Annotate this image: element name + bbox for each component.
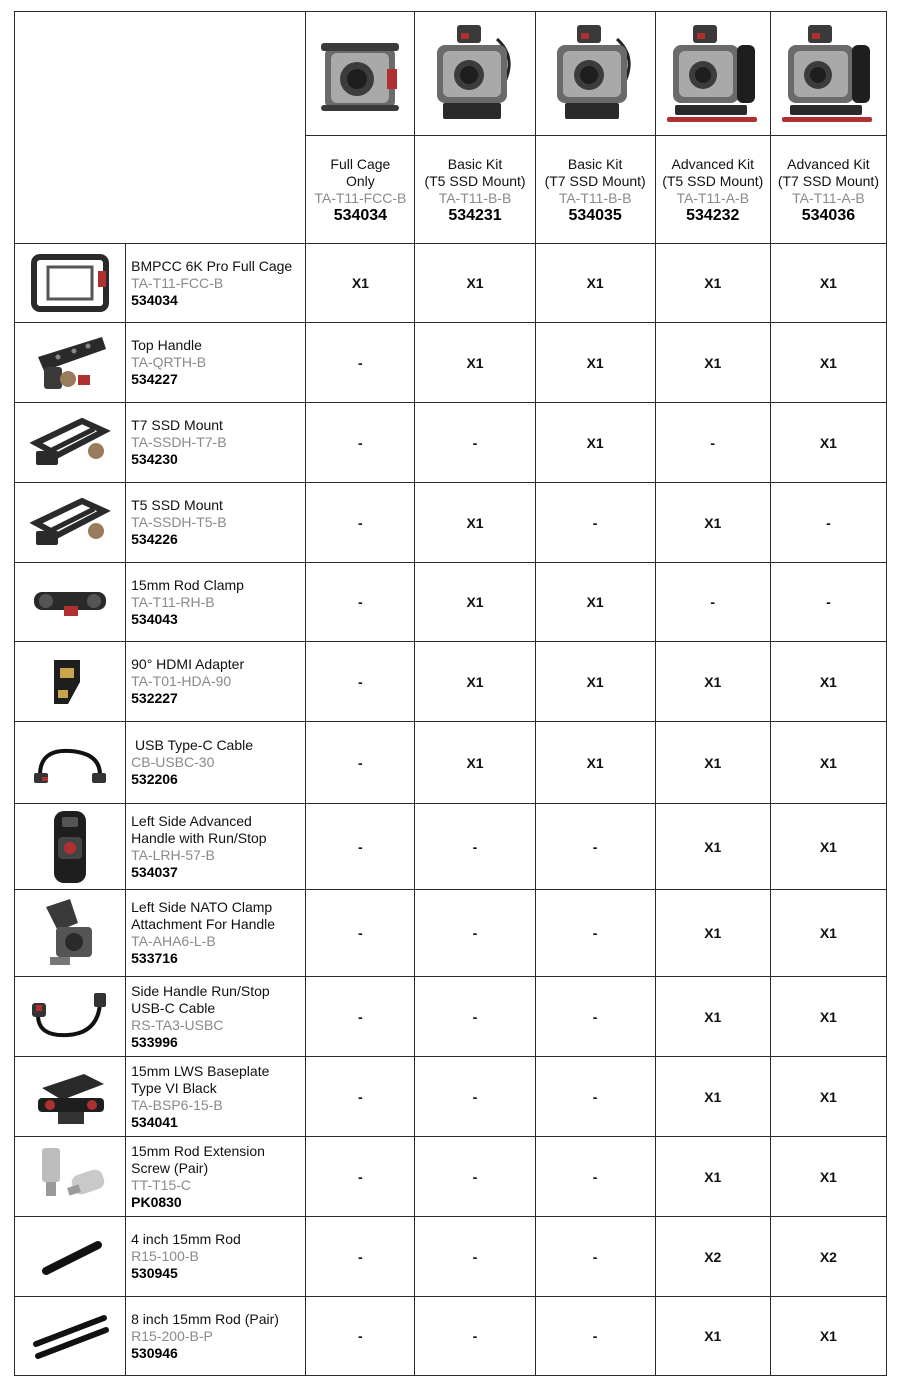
table-row [15, 804, 887, 890]
part-code: TA-AHA6-L-B [131, 933, 216, 949]
part-image-cell [15, 403, 126, 483]
kit-name-line2: (T5 SSD Mount) [424, 172, 526, 189]
table-row [15, 977, 887, 1057]
quantity-cell: - [415, 1057, 535, 1137]
kit-header [306, 136, 415, 244]
quantity-cell: - [415, 890, 535, 977]
part-description-cell [126, 804, 306, 890]
part-code: TA-SSDH-T7-B [131, 434, 227, 450]
part-code: TA-T01-HDA-90 [131, 673, 232, 689]
part-image-cell [15, 642, 126, 722]
rod-icon [15, 1225, 125, 1289]
quantity-cell: X1 [655, 1137, 770, 1217]
quantity-cell: X1 [535, 244, 655, 323]
table-row [15, 1297, 887, 1376]
kit-name-line1: Full Cage [330, 155, 391, 172]
kit-name-line1: Advanced Kit [787, 155, 870, 172]
part-code: TA-T11-FCC-B [131, 274, 224, 291]
part-image-cell [15, 483, 126, 563]
table-row [15, 1217, 887, 1297]
part-name: Left Side Advanced [131, 812, 252, 829]
quantity-cell: - [535, 1057, 655, 1137]
quantity-cell: X1 [655, 890, 770, 977]
quantity-cell: X1 [655, 977, 770, 1057]
cage-icon [15, 251, 125, 315]
quantity-cell: X1 [415, 642, 535, 722]
usb-cable-icon [15, 731, 125, 795]
rod-screw-icon [15, 1142, 125, 1212]
part-image-cell [15, 244, 126, 323]
part-number: 534034 [131, 291, 178, 308]
quantity-cell: - [306, 1217, 415, 1297]
quantity-cell: X1 [535, 722, 655, 804]
ssd-mount-icon [15, 411, 125, 475]
kit-header [415, 136, 535, 244]
part-description-cell [126, 244, 306, 323]
kit-code: TA-T11-A-B [792, 189, 865, 206]
quantity-cell: - [306, 890, 415, 977]
nato-clamp-icon [15, 893, 125, 973]
header-corner-cell [15, 12, 306, 244]
part-name: 8 inch 15mm Rod (Pair) [131, 1310, 279, 1327]
quantity-cell: X1 [415, 483, 535, 563]
kit-code: TA-T11-B-B [558, 189, 632, 206]
kit-header [655, 136, 770, 244]
part-name: 15mm LWS Baseplate [131, 1062, 270, 1079]
quantity-cell: - [415, 804, 535, 890]
kit-code: TA-T11-FCC-B [314, 189, 407, 206]
part-image-cell [15, 1137, 126, 1217]
quantity-cell: - [770, 483, 886, 563]
quantity-cell: X2 [655, 1217, 770, 1297]
quantity-cell: - [535, 977, 655, 1057]
part-image-cell [15, 890, 126, 977]
table-row [15, 244, 887, 323]
kit-code: TA-T11-B-B [438, 189, 512, 206]
quantity-cell: X1 [770, 1057, 886, 1137]
quantity-cell: - [770, 563, 886, 642]
camera-kit-icon [547, 19, 643, 129]
kit-header [770, 136, 886, 244]
table-row [15, 642, 887, 722]
quantity-cell: - [415, 1217, 535, 1297]
quantity-cell: X1 [535, 403, 655, 483]
part-image-cell [15, 1217, 126, 1297]
part-name: 90° HDMI Adapter [131, 656, 245, 672]
part-number: 532227 [131, 690, 178, 706]
part-code: TA-T11-RH-B [131, 593, 215, 610]
quantity-cell: X1 [415, 323, 535, 403]
table-row [15, 1057, 887, 1137]
table-row [15, 890, 887, 977]
kit-name-line1: Basic Kit [567, 155, 623, 172]
part-code: TA-QRTH-B [131, 354, 207, 370]
quantity-cell: - [306, 1137, 415, 1217]
part-code: TA-SSDH-T5-B [131, 514, 227, 530]
part-name: Screw (Pair) [131, 1159, 209, 1176]
part-number: 534227 [131, 371, 178, 387]
quantity-cell: X1 [770, 323, 886, 403]
quantity-cell: X1 [770, 642, 886, 722]
quantity-cell: X1 [655, 1057, 770, 1137]
quantity-cell: - [415, 1137, 535, 1217]
camera-kit-icon [427, 19, 523, 129]
part-description-cell [126, 1057, 306, 1137]
part-name: BMPCC 6K Pro Full Cage [131, 257, 293, 274]
part-image-cell [15, 804, 126, 890]
camera-cage-icon [315, 29, 405, 119]
quantity-cell: - [306, 323, 415, 403]
quantity-cell: X1 [770, 977, 886, 1057]
part-name: T7 SSD Mount [131, 417, 223, 433]
ssd-mount-icon [15, 491, 125, 555]
part-image-cell [15, 323, 126, 403]
part-image-cell [15, 563, 126, 642]
table-row [15, 323, 887, 403]
part-number: 533716 [131, 950, 178, 966]
quantity-cell: - [306, 563, 415, 642]
kit-name-line2: (T7 SSD Mount) [777, 172, 879, 189]
part-code: RS-TA3-USBC [131, 1016, 224, 1033]
baseplate-icon [15, 1062, 125, 1132]
header-image-row [15, 12, 887, 136]
kit-part-number: 534034 [333, 206, 388, 224]
part-code: CB-USBC-30 [131, 754, 215, 770]
quantity-cell: X1 [770, 403, 886, 483]
part-name: Type VI Black [131, 1079, 217, 1096]
quantity-cell: - [306, 483, 415, 563]
part-number: 532206 [131, 771, 178, 787]
part-number: 534037 [131, 863, 178, 880]
part-description-cell [126, 1297, 306, 1376]
kit-image-full-cage [306, 12, 415, 136]
kit-header [535, 136, 655, 244]
top-handle-icon [15, 331, 125, 395]
quantity-cell: - [655, 563, 770, 642]
part-code: TA-BSP6-15-B [131, 1096, 223, 1113]
quantity-cell: - [415, 1297, 535, 1376]
part-description-cell [126, 722, 306, 804]
quantity-cell: - [655, 403, 770, 483]
kit-code: TA-T11-A-B [676, 189, 750, 206]
part-number: PK0830 [131, 1193, 182, 1210]
part-description-cell [126, 483, 306, 563]
quantity-cell: - [415, 403, 535, 483]
kit-part-number: 534231 [448, 206, 502, 224]
kit-part-number: 534036 [801, 206, 856, 224]
kit-name-line2: (T7 SSD Mount) [544, 172, 646, 189]
part-description-cell [126, 563, 306, 642]
part-image-cell [15, 722, 126, 804]
quantity-cell: X1 [655, 642, 770, 722]
part-description-cell [126, 1137, 306, 1217]
quantity-cell: - [306, 1297, 415, 1376]
quantity-cell: X1 [535, 642, 655, 722]
quantity-cell: X1 [655, 804, 770, 890]
kit-image-advanced-t7 [770, 12, 886, 136]
quantity-cell: X1 [770, 890, 886, 977]
camera-kit-icon [663, 19, 763, 129]
table-row [15, 563, 887, 642]
kit-image-basic-t7 [535, 12, 655, 136]
part-code: TA-LRH-57-B [131, 846, 215, 863]
part-code: R15-100-B [131, 1248, 199, 1264]
part-number: 530946 [131, 1344, 178, 1361]
quantity-cell: X1 [770, 1297, 886, 1376]
kit-name-line2: (T5 SSD Mount) [662, 172, 764, 189]
part-name: Handle with Run/Stop [131, 829, 267, 846]
quantity-cell: - [306, 1057, 415, 1137]
kit-comparison-table [14, 11, 887, 1376]
part-code: R15-200-B-P [131, 1327, 213, 1344]
part-number: 534043 [131, 610, 178, 627]
side-handle-icon [15, 807, 125, 887]
quantity-cell: X1 [655, 244, 770, 323]
quantity-cell: X1 [655, 323, 770, 403]
quantity-cell: X1 [655, 1297, 770, 1376]
kit-name-line1: Basic Kit [447, 155, 503, 172]
kit-image-advanced-t5 [655, 12, 770, 136]
quantity-cell: X1 [770, 722, 886, 804]
kit-part-number: 534232 [686, 206, 740, 224]
part-name: Top Handle [131, 337, 202, 353]
quantity-cell: - [535, 1137, 655, 1217]
kit-image-basic-t5 [415, 12, 535, 136]
quantity-cell: X1 [770, 1137, 886, 1217]
part-name: Side Handle Run/Stop [131, 982, 270, 999]
quantity-cell: - [306, 642, 415, 722]
part-name: 4 inch 15mm Rod [131, 1231, 241, 1247]
part-number: 534230 [131, 451, 178, 467]
hdmi-adapter-icon [15, 650, 125, 714]
table-row [15, 1137, 887, 1217]
part-name: Attachment For Handle [131, 916, 276, 932]
part-image-cell [15, 1057, 126, 1137]
quantity-cell: - [535, 1297, 655, 1376]
part-description-cell [126, 403, 306, 483]
part-name: Left Side NATO Clamp [131, 899, 273, 915]
kit-name-line1: Advanced Kit [671, 155, 755, 172]
table-row [15, 483, 887, 563]
part-number: 534226 [131, 531, 178, 547]
part-description-cell [126, 890, 306, 977]
quantity-cell: - [535, 1217, 655, 1297]
run-stop-cable-icon [15, 985, 125, 1049]
quantity-cell: X1 [655, 722, 770, 804]
part-name: 15mm Rod Clamp [131, 576, 244, 593]
part-description-cell [126, 1217, 306, 1297]
quantity-cell: X1 [415, 563, 535, 642]
quantity-cell: - [306, 403, 415, 483]
part-name: USB-C Cable [131, 999, 216, 1016]
part-number: 534041 [131, 1113, 178, 1130]
quantity-cell: - [535, 804, 655, 890]
quantity-cell: X1 [655, 483, 770, 563]
quantity-cell: - [535, 483, 655, 563]
camera-kit-icon [778, 19, 878, 129]
rod-clamp-icon [15, 570, 125, 634]
part-name: T5 SSD Mount [131, 497, 223, 513]
part-description-cell [126, 642, 306, 722]
quantity-cell: X1 [415, 722, 535, 804]
table-row [15, 722, 887, 804]
part-image-cell [15, 1297, 126, 1376]
quantity-cell: X1 [306, 244, 415, 323]
part-description-cell [126, 977, 306, 1057]
part-image-cell [15, 977, 126, 1057]
quantity-cell: - [306, 804, 415, 890]
part-number: 530945 [131, 1265, 178, 1281]
quantity-cell: X2 [770, 1217, 886, 1297]
part-name: 15mm Rod Extension [131, 1142, 265, 1159]
table-row [15, 403, 887, 483]
part-description-cell [126, 323, 306, 403]
quantity-cell: X1 [415, 244, 535, 323]
kit-part-number: 534035 [568, 206, 622, 224]
part-name: USB Type-C Cable [131, 737, 254, 753]
quantity-cell: X1 [770, 804, 886, 890]
quantity-cell: X1 [535, 563, 655, 642]
quantity-cell: X1 [535, 323, 655, 403]
quantity-cell: - [306, 977, 415, 1057]
quantity-cell: - [415, 977, 535, 1057]
kit-name-line2: Only [345, 172, 375, 189]
quantity-cell: - [306, 722, 415, 804]
part-number: 533996 [131, 1033, 178, 1050]
quantity-cell: - [535, 890, 655, 977]
part-code: TT-T15-C [131, 1176, 192, 1193]
rod-pair-icon [15, 1304, 125, 1368]
quantity-cell: X1 [770, 244, 886, 323]
